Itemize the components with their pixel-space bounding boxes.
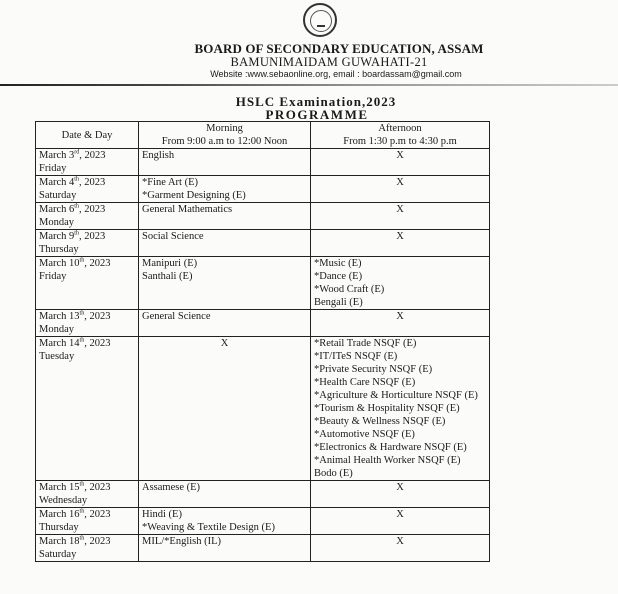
subject-item: *Wood Craft (E) <box>314 284 385 295</box>
no-exam-mark: X <box>396 150 404 161</box>
afternoon-cell <box>311 481 490 508</box>
no-exam-mark: X <box>396 311 404 322</box>
morning-cell <box>139 508 311 535</box>
date-text: March 3rd, 2023 <box>39 149 106 161</box>
day-text: Monday <box>39 324 74 335</box>
day-text: Friday <box>39 271 67 282</box>
date-cell <box>36 337 139 481</box>
date-cell <box>36 310 139 337</box>
subject-item: *Retail Trade NSQF (E) <box>314 338 417 349</box>
board-address: BAMUNIMAIDAM GUWAHATI-21 <box>230 55 428 69</box>
subject-item: *Health Care NSQF (E) <box>314 377 416 388</box>
no-exam-mark: X <box>396 231 404 242</box>
afternoon-cell <box>311 508 490 535</box>
column-header-afternoon: Afternoon From 1:30 p.m to 4:30 p.m <box>311 122 490 149</box>
subject-item: *Weaving & Textile Design (E) <box>142 522 275 533</box>
morning-cell <box>139 257 311 310</box>
morning-cell <box>139 149 311 176</box>
morning-cell <box>139 203 311 230</box>
day-text: Monday <box>39 217 74 228</box>
afternoon-cell <box>311 203 490 230</box>
table-row <box>36 535 490 562</box>
afternoon-cell <box>311 310 490 337</box>
date-cell <box>36 508 139 535</box>
subject-item: *Private Security NSQF (E) <box>314 364 433 375</box>
afternoon-cell <box>311 176 490 203</box>
subject-item: Bodo (E) <box>314 468 353 479</box>
afternoon-cell <box>311 149 490 176</box>
day-text: Thursday <box>39 244 79 255</box>
column-header-date: Date & Day <box>36 122 139 149</box>
afternoon-cell <box>311 230 490 257</box>
seba-emblem-icon <box>303 3 337 37</box>
board-name: BOARD OF SECONDARY EDUCATION, ASSAM <box>194 41 484 56</box>
subject-item: General Science <box>142 311 211 322</box>
table-row <box>36 176 490 203</box>
no-exam-mark: X <box>396 536 404 547</box>
morning-cell <box>139 337 311 481</box>
date-text: March 14th, 2023 <box>39 337 111 349</box>
subject-item: *Music (E) <box>314 258 362 269</box>
date-text: March 15th, 2023 <box>39 481 111 493</box>
morning-cell <box>139 176 311 203</box>
no-exam-mark: X <box>396 482 404 493</box>
subject-item: Hindi (E) <box>142 509 182 520</box>
day-text: Saturday <box>39 549 77 560</box>
date-text: March 18th, 2023 <box>39 535 111 547</box>
board-contact: Website :www.sebaonline.org, email : boardassam@gmail.com <box>210 69 462 79</box>
subject-item: Assamese (E) <box>142 482 201 493</box>
date-text: March 6th, 2023 <box>39 203 106 215</box>
date-cell <box>36 257 139 310</box>
subject-item: Santhali (E) <box>142 271 193 282</box>
subject-item: Bengali (E) <box>314 297 363 308</box>
header-divider <box>0 84 618 86</box>
date-text: March 10th, 2023 <box>39 257 111 269</box>
table-row <box>36 230 490 257</box>
afternoon-cell <box>311 257 490 310</box>
subject-item: English <box>142 150 175 161</box>
subject-item: Manipuri (E) <box>142 258 198 269</box>
table-row <box>36 337 490 481</box>
no-exam-mark: X <box>396 509 404 520</box>
day-text: Wednesday <box>39 495 88 506</box>
subject-item: *Tourism & Hospitality NSQF (E) <box>314 403 460 414</box>
morning-cell <box>139 230 311 257</box>
no-exam-mark: X <box>396 177 404 188</box>
date-text: March 9th, 2023 <box>39 230 106 242</box>
table-row <box>36 310 490 337</box>
morning-cell <box>139 535 311 562</box>
subject-item: *Animal Health Worker NSQF (E) <box>314 455 461 466</box>
table-row <box>36 481 490 508</box>
column-header-morning: Morning From 9:00 a.m to 12:00 Noon <box>139 122 311 149</box>
day-text: Tuesday <box>39 351 75 362</box>
subject-item: *Dance (E) <box>314 271 363 282</box>
date-cell <box>36 230 139 257</box>
exam-title: HSLC Examination,2023 <box>235 94 397 109</box>
subject-item: *Garment Designing (E) <box>142 190 246 201</box>
table-row <box>36 203 490 230</box>
subject-item: Social Science <box>142 231 204 242</box>
date-cell <box>36 149 139 176</box>
date-cell <box>36 203 139 230</box>
subject-item: *Automotive NSQF (E) <box>314 429 415 440</box>
date-cell <box>36 481 139 508</box>
table-row <box>36 149 490 176</box>
subject-item: MIL/*English (IL) <box>142 536 222 547</box>
subject-item: *IT/ITeS NSQF (E) <box>314 351 398 362</box>
table-row <box>36 508 490 535</box>
date-text: March 13th, 2023 <box>39 310 111 322</box>
date-text: March 16th, 2023 <box>39 508 111 520</box>
morning-cell <box>139 310 311 337</box>
subject-item: *Electronics & Hardware NSQF (E) <box>314 442 467 453</box>
subject-item: General Mathematics <box>142 204 233 215</box>
date-text: March 4th, 2023 <box>39 176 106 188</box>
no-exam-mark: X <box>396 204 404 215</box>
table-row <box>36 257 490 310</box>
day-text: Saturday <box>39 190 77 201</box>
afternoon-cell <box>311 535 490 562</box>
date-cell <box>36 535 139 562</box>
day-text: Friday <box>39 163 67 174</box>
programme-title: PROGRAMME <box>265 107 369 122</box>
exam-schedule-table <box>35 121 490 562</box>
date-cell <box>36 176 139 203</box>
morning-cell <box>139 481 311 508</box>
subject-item: *Fine Art (E) <box>142 177 198 188</box>
day-text: Thursday <box>39 522 79 533</box>
afternoon-cell <box>311 337 490 481</box>
table-header-row <box>36 122 490 149</box>
subject-item: *Beauty & Wellness NSQF (E) <box>314 416 446 427</box>
subject-item: *Agriculture & Horticulture NSQF (E) <box>314 390 478 401</box>
no-exam-mark: X <box>220 338 229 349</box>
